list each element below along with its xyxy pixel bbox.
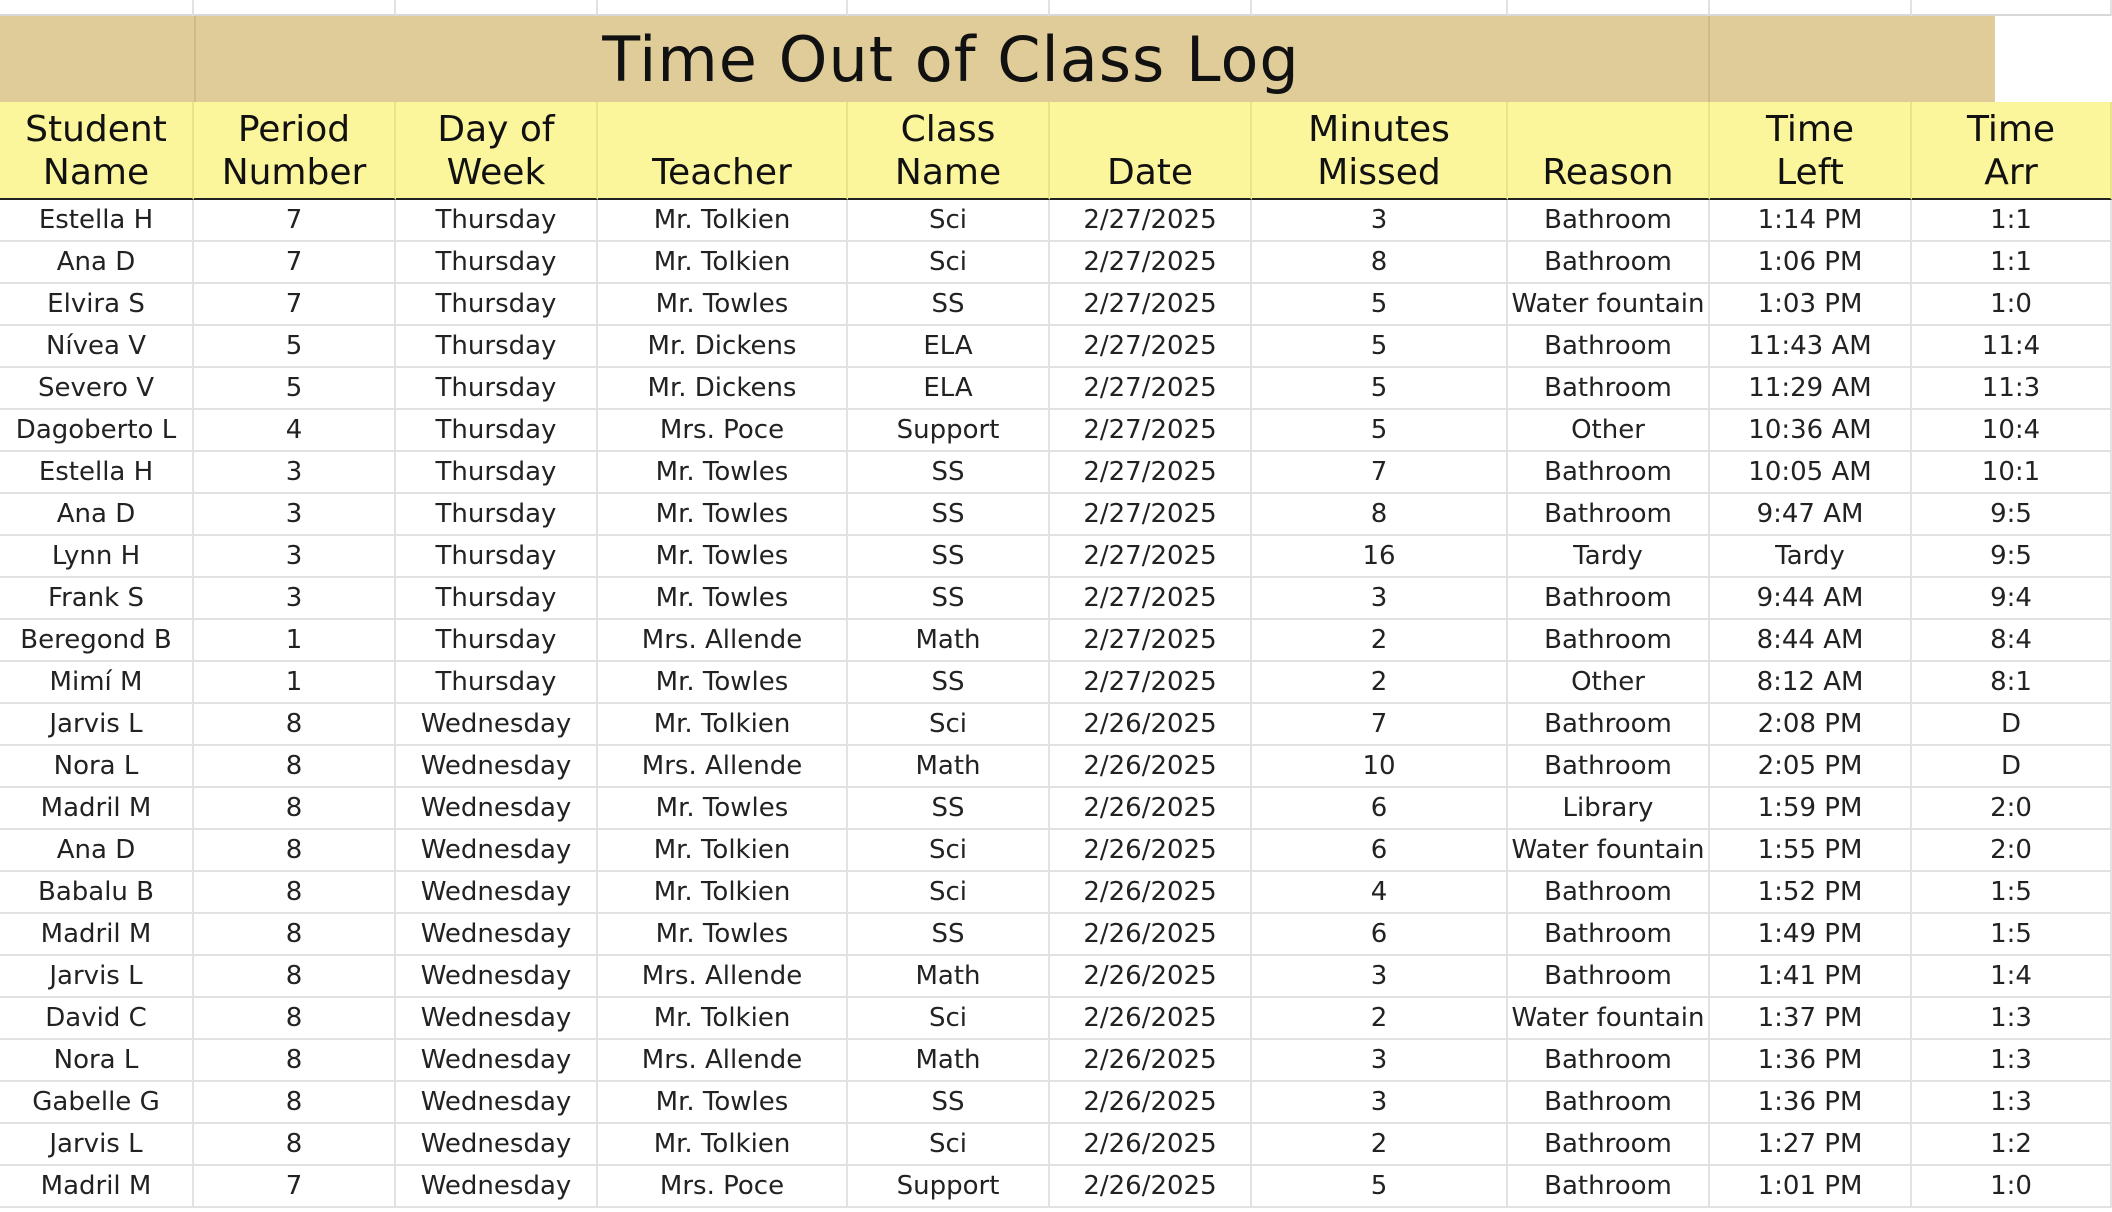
cell-class-name[interactable]: SS <box>848 536 1050 578</box>
table-row <box>0 410 2112 452</box>
cell-teacher[interactable]: Mrs. Allende <box>598 1040 848 1082</box>
table-row <box>0 1166 2112 1208</box>
cell-period-number[interactable]: 3 <box>194 452 396 494</box>
cell-period-number[interactable]: 7 <box>194 284 396 326</box>
column-header-period-number[interactable]: Period Number <box>194 102 396 200</box>
cell-time-arrived[interactable]: 2:0 <box>1912 830 2112 872</box>
table-row <box>0 788 2112 830</box>
cell-class-name[interactable]: Sci <box>848 200 1050 242</box>
column-strip-cell[interactable] <box>848 0 1050 16</box>
table-row <box>0 536 2112 578</box>
cell-reason[interactable]: Bathroom <box>1508 704 1710 746</box>
cell-time-arrived[interactable]: 8:4 <box>1912 620 2112 662</box>
cell-time-arrived[interactable]: 1:3 <box>1912 1040 2112 1082</box>
cell-day-of-week[interactable]: Thursday <box>396 284 598 326</box>
cell-time-arrived[interactable]: 1:3 <box>1912 998 2112 1040</box>
cell-class-name[interactable]: SS <box>848 1082 1050 1124</box>
cell-day-of-week[interactable]: Thursday <box>396 326 598 368</box>
cell-date[interactable]: 2/26/2025 <box>1050 1040 1252 1082</box>
cell-time-arrived[interactable]: 9:5 <box>1912 494 2112 536</box>
cell-student-name[interactable]: Estella H <box>0 200 194 242</box>
column-header-date[interactable]: Date <box>1050 102 1252 200</box>
cell-day-of-week[interactable]: Wednesday <box>396 872 598 914</box>
table-row <box>0 284 2112 326</box>
cell-reason[interactable]: Bathroom <box>1508 452 1710 494</box>
cell-time-left[interactable]: 8:12 AM <box>1710 662 1912 704</box>
cell-class-name[interactable]: Sci <box>848 704 1050 746</box>
cell-student-name[interactable]: Lynn H <box>0 536 194 578</box>
cell-date[interactable]: 2/27/2025 <box>1050 494 1252 536</box>
cell-minutes-missed[interactable]: 3 <box>1252 956 1508 998</box>
cell-date[interactable]: 2/27/2025 <box>1050 578 1252 620</box>
cell-class-name[interactable]: SS <box>848 662 1050 704</box>
table-row <box>0 746 2112 788</box>
column-header-day-of-week[interactable]: Day of Week <box>396 102 598 200</box>
cell-time-left[interactable]: 1:27 PM <box>1710 1124 1912 1166</box>
table-row <box>0 662 2112 704</box>
cell-reason[interactable]: Other <box>1508 662 1710 704</box>
column-header-time-arrived[interactable]: Time Arr <box>1912 102 2112 200</box>
cell-day-of-week[interactable]: Thursday <box>396 452 598 494</box>
cell-student-name[interactable]: Jarvis L <box>0 704 194 746</box>
cell-day-of-week[interactable]: Wednesday <box>396 1040 598 1082</box>
cell-student-name[interactable]: Jarvis L <box>0 1124 194 1166</box>
cell-class-name[interactable]: SS <box>848 494 1050 536</box>
cell-minutes-missed[interactable]: 4 <box>1252 872 1508 914</box>
cell-class-name[interactable]: Sci <box>848 830 1050 872</box>
cell-time-arrived[interactable]: 1:3 <box>1912 1082 2112 1124</box>
column-strip-cell[interactable] <box>1508 0 1710 16</box>
cell-time-left[interactable]: 11:43 AM <box>1710 326 1912 368</box>
cell-reason[interactable]: Bathroom <box>1508 620 1710 662</box>
cell-student-name[interactable]: Estella H <box>0 452 194 494</box>
cell-period-number[interactable]: 8 <box>194 872 396 914</box>
cell-minutes-missed[interactable]: 5 <box>1252 1166 1508 1208</box>
table-row <box>0 326 2112 368</box>
cell-teacher[interactable]: Mr. Tolkien <box>598 200 848 242</box>
cell-student-name[interactable]: Madril M <box>0 788 194 830</box>
cell-period-number[interactable]: 3 <box>194 494 396 536</box>
cell-date[interactable]: 2/26/2025 <box>1050 704 1252 746</box>
cell-date[interactable]: 2/26/2025 <box>1050 872 1252 914</box>
header-row <box>0 102 2056 200</box>
cell-teacher[interactable]: Mr. Towles <box>598 578 848 620</box>
cell-teacher[interactable]: Mr. Dickens <box>598 326 848 368</box>
table-row <box>0 620 2112 662</box>
cell-teacher[interactable]: Mr. Towles <box>598 536 848 578</box>
cell-time-arrived[interactable]: 1:4 <box>1912 956 2112 998</box>
cell-reason[interactable]: Bathroom <box>1508 242 1710 284</box>
cell-period-number[interactable]: 8 <box>194 788 396 830</box>
cell-class-name[interactable]: SS <box>848 788 1050 830</box>
table-row <box>0 242 2112 284</box>
cell-time-arrived[interactable]: 10:4 <box>1912 410 2112 452</box>
cell-period-number[interactable]: 3 <box>194 536 396 578</box>
cell-reason[interactable]: Bathroom <box>1508 368 1710 410</box>
cell-time-left[interactable]: 2:05 PM <box>1710 746 1912 788</box>
cell-reason[interactable]: Bathroom <box>1508 914 1710 956</box>
cell-date[interactable]: 2/26/2025 <box>1050 746 1252 788</box>
cell-reason[interactable]: Bathroom <box>1508 578 1710 620</box>
cell-date[interactable]: 2/26/2025 <box>1050 830 1252 872</box>
column-header-minutes-missed[interactable]: Minutes Missed <box>1252 102 1508 200</box>
cell-student-name[interactable]: Dagoberto L <box>0 410 194 452</box>
cell-day-of-week[interactable]: Wednesday <box>396 704 598 746</box>
cell-reason[interactable]: Bathroom <box>1508 200 1710 242</box>
cell-minutes-missed[interactable]: 8 <box>1252 494 1508 536</box>
cell-date[interactable]: 2/27/2025 <box>1050 200 1252 242</box>
cell-day-of-week[interactable]: Thursday <box>396 494 598 536</box>
cell-day-of-week[interactable]: Wednesday <box>396 1166 598 1208</box>
table-row <box>0 830 2112 872</box>
cell-time-left[interactable]: 11:29 AM <box>1710 368 1912 410</box>
cell-minutes-missed[interactable]: 5 <box>1252 284 1508 326</box>
cell-period-number[interactable]: 4 <box>194 410 396 452</box>
cell-class-name[interactable]: SS <box>848 452 1050 494</box>
cell-period-number[interactable]: 8 <box>194 998 396 1040</box>
cell-student-name[interactable]: Frank S <box>0 578 194 620</box>
cell-student-name[interactable]: Elvira S <box>0 284 194 326</box>
cell-day-of-week[interactable]: Thursday <box>396 662 598 704</box>
cell-date[interactable]: 2/27/2025 <box>1050 326 1252 368</box>
cell-day-of-week[interactable]: Wednesday <box>396 788 598 830</box>
cell-day-of-week[interactable]: Thursday <box>396 578 598 620</box>
cell-minutes-missed[interactable]: 2 <box>1252 662 1508 704</box>
cell-time-arrived[interactable]: 2:0 <box>1912 788 2112 830</box>
cell-minutes-missed[interactable]: 2 <box>1252 620 1508 662</box>
cell-teacher[interactable]: Mr. Dickens <box>598 368 848 410</box>
cell-time-arrived[interactable]: 1:5 <box>1912 872 2112 914</box>
table-row <box>0 494 2112 536</box>
cell-teacher[interactable]: Mrs. Allende <box>598 620 848 662</box>
cell-date[interactable]: 2/26/2025 <box>1050 998 1252 1040</box>
cell-class-name[interactable]: Sci <box>848 242 1050 284</box>
cell-reason[interactable]: Bathroom <box>1508 956 1710 998</box>
cell-reason[interactable]: Bathroom <box>1508 1040 1710 1082</box>
cell-student-name[interactable]: Jarvis L <box>0 956 194 998</box>
cell-period-number[interactable]: 7 <box>194 200 396 242</box>
cell-minutes-missed[interactable]: 5 <box>1252 368 1508 410</box>
cell-day-of-week[interactable]: Wednesday <box>396 1082 598 1124</box>
cell-date[interactable]: 2/26/2025 <box>1050 1166 1252 1208</box>
cell-student-name[interactable]: Ana D <box>0 830 194 872</box>
cell-student-name[interactable]: Madril M <box>0 914 194 956</box>
cell-date[interactable]: 2/27/2025 <box>1050 242 1252 284</box>
table-row <box>0 704 2112 746</box>
cell-time-arrived[interactable]: 8:1 <box>1912 662 2112 704</box>
cell-teacher[interactable]: Mr. Tolkien <box>598 830 848 872</box>
cell-time-left[interactable]: 1:41 PM <box>1710 956 1912 998</box>
cell-time-left[interactable]: 1:37 PM <box>1710 998 1912 1040</box>
table-row <box>0 1124 2112 1166</box>
cell-time-left[interactable]: 8:44 AM <box>1710 620 1912 662</box>
table-row <box>0 1040 2112 1082</box>
cell-reason[interactable]: Water fountain <box>1508 830 1710 872</box>
cell-time-arrived[interactable]: 10:1 <box>1912 452 2112 494</box>
cell-reason[interactable]: Tardy <box>1508 536 1710 578</box>
cell-class-name[interactable]: Math <box>848 620 1050 662</box>
cell-period-number[interactable]: 1 <box>194 620 396 662</box>
cell-time-arrived[interactable]: 1:5 <box>1912 914 2112 956</box>
cell-period-number[interactable]: 8 <box>194 1124 396 1166</box>
cell-time-left[interactable]: 1:01 PM <box>1710 1166 1912 1208</box>
table-row <box>0 956 2112 998</box>
sheet-title[interactable]: Time Out of Class Log <box>602 22 1300 96</box>
column-strip-cell[interactable] <box>1912 0 2112 16</box>
cell-day-of-week[interactable]: Wednesday <box>396 746 598 788</box>
cell-minutes-missed[interactable]: 6 <box>1252 788 1508 830</box>
cell-date[interactable]: 2/26/2025 <box>1050 788 1252 830</box>
cell-day-of-week[interactable]: Thursday <box>396 368 598 410</box>
cell-time-left[interactable]: 10:05 AM <box>1710 452 1912 494</box>
cell-teacher[interactable]: Mr. Towles <box>598 914 848 956</box>
column-header-student-name[interactable]: Student Name <box>0 102 194 200</box>
cell-reason[interactable]: Bathroom <box>1508 746 1710 788</box>
cell-student-name[interactable]: Babalu B <box>0 872 194 914</box>
cell-reason[interactable]: Bathroom <box>1508 1082 1710 1124</box>
cell-day-of-week[interactable]: Thursday <box>396 620 598 662</box>
cell-period-number[interactable]: 3 <box>194 578 396 620</box>
cell-time-arrived[interactable]: D <box>1912 704 2112 746</box>
table-row <box>0 578 2112 620</box>
cell-student-name[interactable]: Ana D <box>0 242 194 284</box>
cell-reason[interactable]: Bathroom <box>1508 326 1710 368</box>
cell-class-name[interactable]: Sci <box>848 998 1050 1040</box>
column-strip-cell[interactable] <box>0 0 194 16</box>
cell-date[interactable]: 2/27/2025 <box>1050 284 1252 326</box>
cell-class-name[interactable]: Support <box>848 1166 1050 1208</box>
cell-minutes-missed[interactable]: 3 <box>1252 578 1508 620</box>
cell-class-name[interactable]: Math <box>848 956 1050 998</box>
cell-period-number[interactable]: 7 <box>194 1166 396 1208</box>
cell-time-arrived[interactable]: 1:0 <box>1912 284 2112 326</box>
cell-time-left[interactable]: 1:49 PM <box>1710 914 1912 956</box>
cell-minutes-missed[interactable]: 3 <box>1252 1040 1508 1082</box>
cell-minutes-missed[interactable]: 5 <box>1252 326 1508 368</box>
cell-time-left[interactable]: 10:36 AM <box>1710 410 1912 452</box>
cell-time-arrived[interactable]: 11:4 <box>1912 326 2112 368</box>
title-row <box>0 16 1995 102</box>
cell-minutes-missed[interactable]: 3 <box>1252 1082 1508 1124</box>
cell-time-arrived[interactable]: 1:2 <box>1912 1124 2112 1166</box>
cell-period-number[interactable]: 8 <box>194 1040 396 1082</box>
cell-minutes-missed[interactable]: 16 <box>1252 536 1508 578</box>
cell-date[interactable]: 2/27/2025 <box>1050 452 1252 494</box>
cell-minutes-missed[interactable]: 5 <box>1252 410 1508 452</box>
cell-period-number[interactable]: 8 <box>194 914 396 956</box>
cell-date[interactable]: 2/27/2025 <box>1050 620 1252 662</box>
cell-teacher[interactable]: Mrs. Allende <box>598 956 848 998</box>
cell-period-number[interactable]: 8 <box>194 1082 396 1124</box>
cell-class-name[interactable]: ELA <box>848 368 1050 410</box>
cell-student-name[interactable]: Nívea V <box>0 326 194 368</box>
cell-class-name[interactable]: Math <box>848 1040 1050 1082</box>
cell-time-left[interactable]: 1:52 PM <box>1710 872 1912 914</box>
cell-class-name[interactable]: SS <box>848 578 1050 620</box>
table-row <box>0 1082 2112 1124</box>
cell-period-number[interactable]: 5 <box>194 326 396 368</box>
cell-date[interactable]: 2/26/2025 <box>1050 956 1252 998</box>
cell-minutes-missed[interactable]: 2 <box>1252 1124 1508 1166</box>
cell-minutes-missed[interactable]: 7 <box>1252 704 1508 746</box>
cell-date[interactable]: 2/27/2025 <box>1050 536 1252 578</box>
cell-period-number[interactable]: 8 <box>194 956 396 998</box>
cell-teacher[interactable]: Mr. Towles <box>598 494 848 536</box>
column-header-strip <box>0 0 1995 16</box>
cell-teacher[interactable]: Mr. Towles <box>598 1082 848 1124</box>
cell-day-of-week[interactable]: Thursday <box>396 536 598 578</box>
cell-student-name[interactable]: Severo V <box>0 368 194 410</box>
cell-class-name[interactable]: SS <box>848 284 1050 326</box>
cell-time-arrived[interactable]: D <box>1912 746 2112 788</box>
table-row <box>0 200 2112 242</box>
cell-class-name[interactable]: Sci <box>848 1124 1050 1166</box>
cell-time-left[interactable]: 2:08 PM <box>1710 704 1912 746</box>
cell-reason[interactable]: Water fountain <box>1508 998 1710 1040</box>
cell-period-number[interactable]: 7 <box>194 242 396 284</box>
cell-date[interactable]: 2/27/2025 <box>1050 662 1252 704</box>
cell-date[interactable]: 2/27/2025 <box>1050 410 1252 452</box>
table-row <box>0 368 2112 410</box>
cell-period-number[interactable]: 8 <box>194 704 396 746</box>
cell-time-left[interactable]: 1:59 PM <box>1710 788 1912 830</box>
cell-time-arrived[interactable]: 9:4 <box>1912 578 2112 620</box>
cell-teacher[interactable]: Mrs. Poce <box>598 410 848 452</box>
cell-period-number[interactable]: 5 <box>194 368 396 410</box>
cell-student-name[interactable]: Nora L <box>0 1040 194 1082</box>
cell-class-name[interactable]: SS <box>848 914 1050 956</box>
cell-time-arrived[interactable]: 1:0 <box>1912 1166 2112 1208</box>
cell-reason[interactable]: Bathroom <box>1508 872 1710 914</box>
cell-minutes-missed[interactable]: 6 <box>1252 830 1508 872</box>
table-row <box>0 452 2112 494</box>
cell-time-left[interactable]: 1:14 PM <box>1710 200 1912 242</box>
title-divider <box>194 16 196 102</box>
cell-time-arrived[interactable]: 11:3 <box>1912 368 2112 410</box>
cell-day-of-week[interactable]: Thursday <box>396 410 598 452</box>
cell-reason[interactable]: Bathroom <box>1508 1124 1710 1166</box>
cell-period-number[interactable]: 8 <box>194 746 396 788</box>
column-header-class-name[interactable]: Class Name <box>848 102 1050 200</box>
column-strip-cell[interactable] <box>1710 0 1912 16</box>
cell-time-left[interactable]: 1:36 PM <box>1710 1040 1912 1082</box>
table-row <box>0 872 2112 914</box>
cell-student-name[interactable]: Madril M <box>0 1166 194 1208</box>
cell-day-of-week[interactable]: Wednesday <box>396 914 598 956</box>
cell-teacher[interactable]: Mr. Towles <box>598 788 848 830</box>
cell-minutes-missed[interactable]: 3 <box>1252 200 1508 242</box>
cell-teacher[interactable]: Mr. Tolkien <box>598 872 848 914</box>
cell-day-of-week[interactable]: Thursday <box>396 242 598 284</box>
cell-student-name[interactable]: Nora L <box>0 746 194 788</box>
cell-day-of-week[interactable]: Thursday <box>396 200 598 242</box>
cell-time-left[interactable]: 9:44 AM <box>1710 578 1912 620</box>
column-strip-cell[interactable] <box>1252 0 1508 16</box>
cell-teacher[interactable]: Mr. Towles <box>598 284 848 326</box>
cell-date[interactable]: 2/26/2025 <box>1050 1124 1252 1166</box>
cell-teacher[interactable]: Mr. Tolkien <box>598 704 848 746</box>
cell-period-number[interactable]: 1 <box>194 662 396 704</box>
cell-student-name[interactable]: Ana D <box>0 494 194 536</box>
cell-time-arrived[interactable]: 9:5 <box>1912 536 2112 578</box>
cell-minutes-missed[interactable]: 10 <box>1252 746 1508 788</box>
cell-reason[interactable]: Library <box>1508 788 1710 830</box>
cell-class-name[interactable]: Support <box>848 410 1050 452</box>
column-header-time-left[interactable]: Time Left <box>1710 102 1912 200</box>
cell-time-left[interactable]: 1:55 PM <box>1710 830 1912 872</box>
cell-minutes-missed[interactable]: 2 <box>1252 998 1508 1040</box>
cell-reason[interactable]: Bathroom <box>1508 494 1710 536</box>
cell-time-left[interactable]: 1:03 PM <box>1710 284 1912 326</box>
cell-date[interactable]: 2/26/2025 <box>1050 914 1252 956</box>
cell-teacher[interactable]: Mrs. Allende <box>598 746 848 788</box>
cell-teacher[interactable]: Mr. Tolkien <box>598 1124 848 1166</box>
cell-minutes-missed[interactable]: 6 <box>1252 914 1508 956</box>
cell-student-name[interactable]: David C <box>0 998 194 1040</box>
table-row <box>0 914 2112 956</box>
cell-date[interactable]: 2/27/2025 <box>1050 368 1252 410</box>
cell-time-left[interactable]: 9:47 AM <box>1710 494 1912 536</box>
cell-teacher[interactable]: Mr. Tolkien <box>598 242 848 284</box>
cell-minutes-missed[interactable]: 7 <box>1252 452 1508 494</box>
cell-time-arrived[interactable]: 1:1 <box>1912 200 2112 242</box>
cell-time-arrived[interactable]: 1:1 <box>1912 242 2112 284</box>
cell-teacher[interactable]: Mrs. Poce <box>598 1166 848 1208</box>
cell-time-left[interactable]: 1:36 PM <box>1710 1082 1912 1124</box>
title-divider <box>1708 16 1710 102</box>
cell-reason[interactable]: Other <box>1508 410 1710 452</box>
cell-class-name[interactable]: Sci <box>848 872 1050 914</box>
cell-time-left[interactable]: Tardy <box>1710 536 1912 578</box>
cell-reason[interactable]: Bathroom <box>1508 1166 1710 1208</box>
column-strip-cell[interactable] <box>396 0 598 16</box>
cell-time-left[interactable]: 1:06 PM <box>1710 242 1912 284</box>
cell-day-of-week[interactable]: Wednesday <box>396 1124 598 1166</box>
cell-period-number[interactable]: 8 <box>194 830 396 872</box>
cell-day-of-week[interactable]: Wednesday <box>396 998 598 1040</box>
cell-teacher[interactable]: Mr. Towles <box>598 452 848 494</box>
cell-minutes-missed[interactable]: 8 <box>1252 242 1508 284</box>
cell-date[interactable]: 2/26/2025 <box>1050 1082 1252 1124</box>
column-strip-cell[interactable] <box>598 0 848 16</box>
cell-teacher[interactable]: Mr. Tolkien <box>598 998 848 1040</box>
cell-reason[interactable]: Water fountain <box>1508 284 1710 326</box>
cell-class-name[interactable]: ELA <box>848 326 1050 368</box>
cell-day-of-week[interactable]: Wednesday <box>396 830 598 872</box>
cell-class-name[interactable]: Math <box>848 746 1050 788</box>
cell-student-name[interactable]: Beregond B <box>0 620 194 662</box>
column-strip-cell[interactable] <box>194 0 396 16</box>
column-strip-cell[interactable] <box>1050 0 1252 16</box>
cell-student-name[interactable]: Mimí M <box>0 662 194 704</box>
column-header-teacher[interactable]: Teacher <box>598 102 848 200</box>
column-header-reason[interactable]: Reason <box>1508 102 1710 200</box>
cell-student-name[interactable]: Gabelle G <box>0 1082 194 1124</box>
cell-day-of-week[interactable]: Wednesday <box>396 956 598 998</box>
cell-teacher[interactable]: Mr. Towles <box>598 662 848 704</box>
table-row <box>0 998 2112 1040</box>
